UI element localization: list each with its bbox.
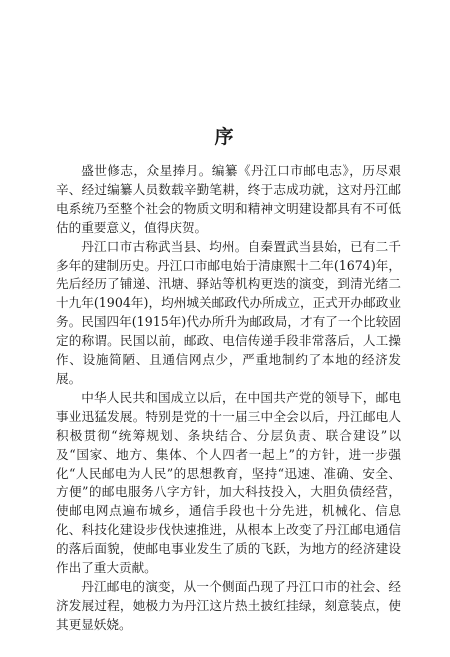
preface-title: 序 [214,126,236,148]
preface-body [56,162,401,635]
paragraph-3: 中华人民共和国成立以后，在中国共产党的领导下，邮电事业迅猛发展。特别是党的十一届三中全会以后，丹江邮电人积极贯彻“统筹规划、条块结合、分层负责、联合建设”以及“国家、地方、集体、个人四者一起上”的方针，进一步强化“人民邮电为人民”的思想教育，坚持“迅速、准确、安全、方便”的邮电服务八字方针，加大科技投入，大胆负债经营，使邮电网点遍布城乡，通信手段也十分先进，机械化、信息化、科技化建设步伐快速推进，从根本上改变了丹江邮电通信的落后面貌，使邮电事业发生了质的飞跃，为地方的经济建设作出了重大贡献。 [56,389,401,576]
paragraph-4: 丹江邮电的演变，从一个侧面凸现了丹江口市的社会、经济发展过程，她极力为丹江这片热土披红挂绿，刻意装点，使其更显妖娆。 [56,578,401,632]
paragraph-2: 丹江口市古称武当县、均州。自秦置武当县始，已有二千多年的建制历史。丹江口市邮电始于清康熙十二年(1674)年，先后经历了铺递、汛塘、驿站等机构更迭的演变，到清光绪二十九年(1904年)，均州城关邮政代办所成立，正式开办邮政业务。民国四年(1915年)代办所升为邮政局，才有了一个比较固定的称谓。民国以前，邮政、电信传递手段非常落后，人工操作、设施简陋、且通信网点少，严重地制约了本地的经济发展。 [56,238,401,386]
paragraph-1: 盛世修志，众星捧月。编纂《丹江口市邮电志》，历尽艰辛、经过编纂人员数载辛勤笔耕，终于志成功就，这对丹江邮电系统乃至整个社会的物质文明和精神文明建设都具有不可低估的重要意义，值得庆贺。 [56,163,401,235]
